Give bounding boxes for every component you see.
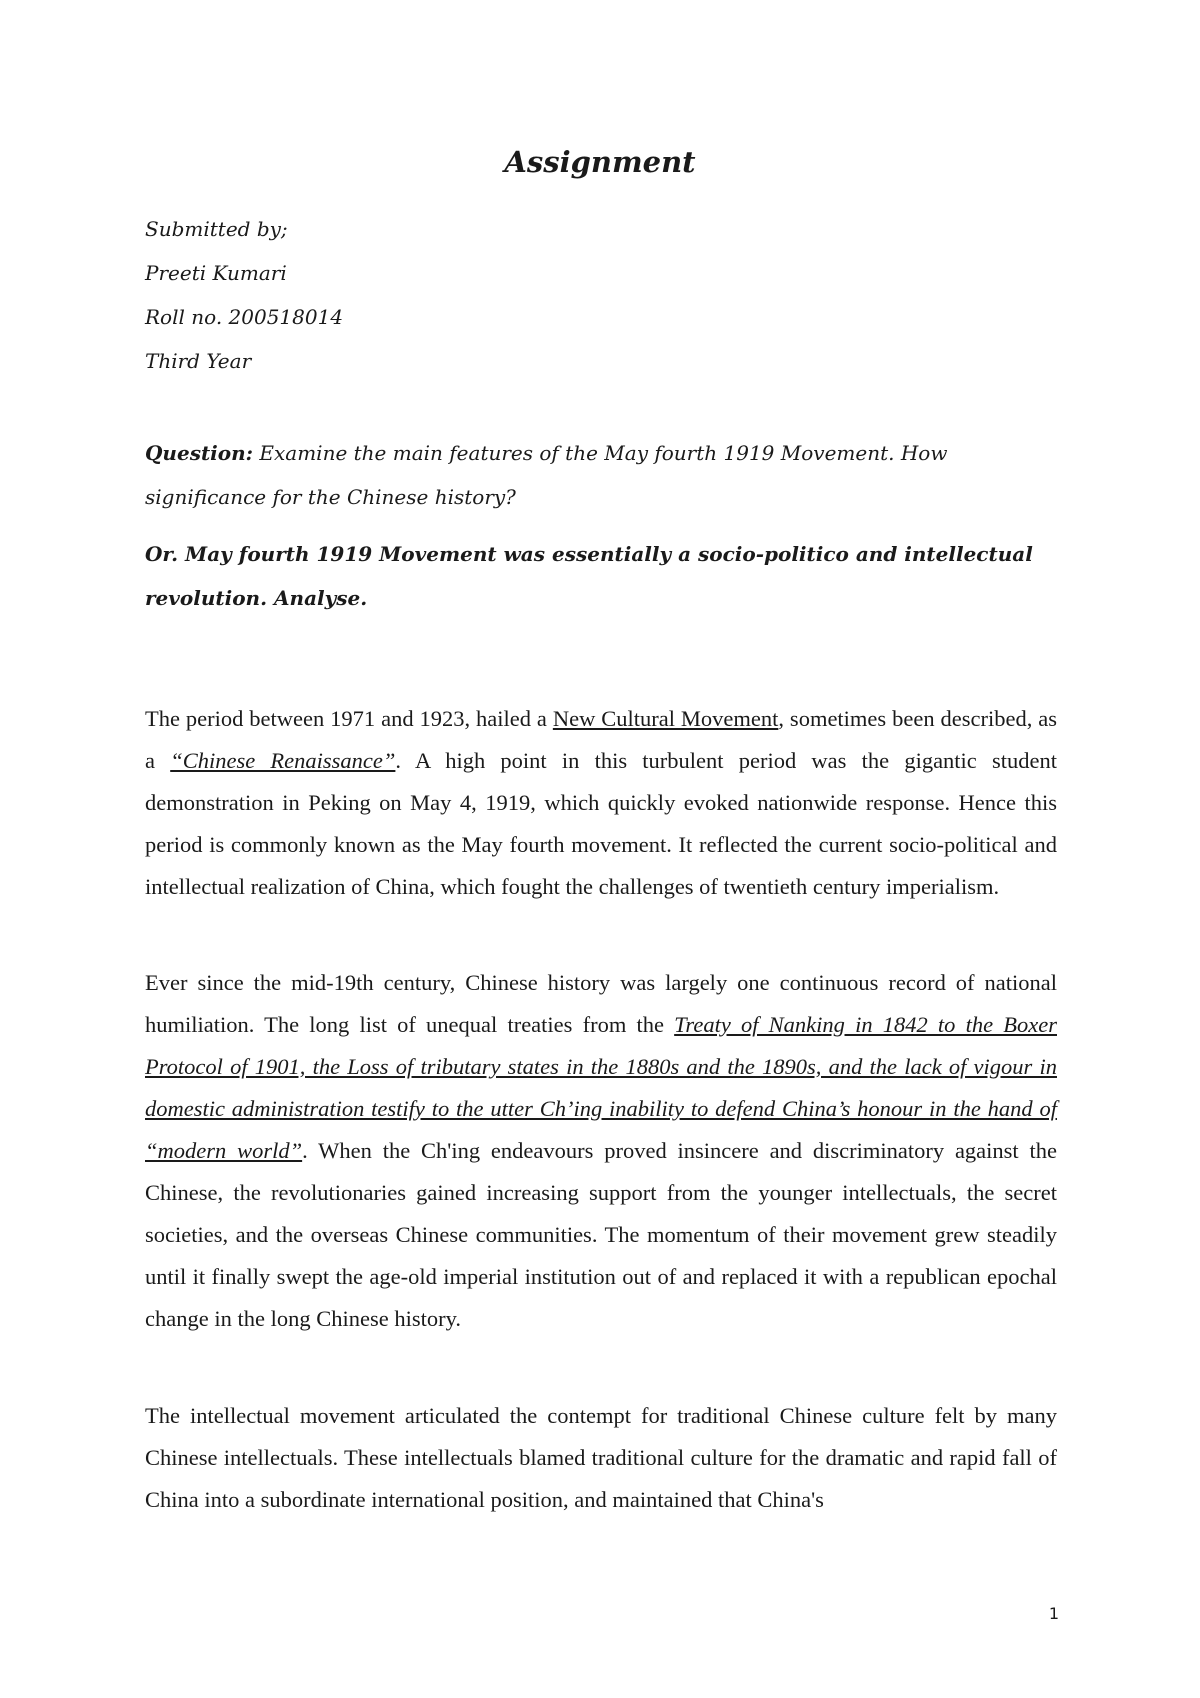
document-title: Assignment <box>504 145 696 179</box>
alternate-question-text: May fourth 1919 Movement was essentially a socio-politico and intellectual revolution. Analyse. <box>145 542 1033 610</box>
page-number: 1 <box>1048 1604 1059 1623</box>
alternate-question-label: Or. <box>145 542 179 566</box>
submission-details <box>145 216 343 392</box>
paragraph-1-part-2: , sometimes been described, as a <box>145 706 1057 773</box>
paragraph-1 <box>145 698 1057 908</box>
chinese-renaissance-link[interactable]: “Chinese Renaissance” <box>170 748 396 773</box>
paragraph-2-part-1: Ever since the mid-19th century, Chinese history was largely one continuous record of national humiliation. The long list of unequal treaties from the <box>145 970 1057 1037</box>
paragraph-2-part-2: . When the Ch'ing endeavours proved insincere and discriminatory against the Chinese, the revolutionaries gained increasing support from the younger intellectuals, the secret societies, and the overseas Chinese communities. The momentum of their movement grew steadily until it finally swept the age-old imperial institution out of and replaced it with a republican epochal change in the long Chinese history. <box>145 1138 1057 1331</box>
year-of-study: Third Year <box>145 349 252 373</box>
alternate-question <box>145 532 1057 620</box>
paragraph-2 <box>145 962 1057 1340</box>
treaty-of-nanking-link[interactable]: Treaty of Nanking in 1842 to the Boxer Protocol of 1901, the Loss of tributary states in the 1880s and the 1890s, and the lack of vigour in domestic administration testify to the utter Ch’ing inability to defend China’s honour in the hand of “modern world” <box>145 1012 1057 1163</box>
paragraph-1-part-3: . A high point in this turbulent period was the gigantic student demonstration in Peking on May 4, 1919, which quickly evoked nationwide response. Hence this period is commonly known as the May fourth movement. It reflected the current socio-political and intellectual realization of China, which fought the challenges of twentieth century imperialism. <box>145 748 1057 899</box>
question-text: Examine the main features of the May fourth 1919 Movement. How significance for the Chinese history? <box>145 441 948 509</box>
paragraph-3: The intellectual movement articulated the contempt for traditional Chinese culture felt by many Chinese intellectuals. These intellectuals blamed traditional culture for the dramatic and rapid fall of China into a subordinate international position, and maintained that China's <box>145 1403 1057 1512</box>
question <box>145 431 1057 519</box>
submitted-by-label: Submitted by; <box>145 217 288 241</box>
student-name: Preeti Kumari <box>145 261 287 285</box>
question-label: Question: <box>145 441 254 465</box>
new-cultural-movement-link[interactable]: New Cultural Movement <box>552 706 779 731</box>
roll-number: Roll no. 200518014 <box>145 305 344 329</box>
paragraph-1-part-1: The period between 1971 and 1923, hailed a <box>145 706 553 731</box>
